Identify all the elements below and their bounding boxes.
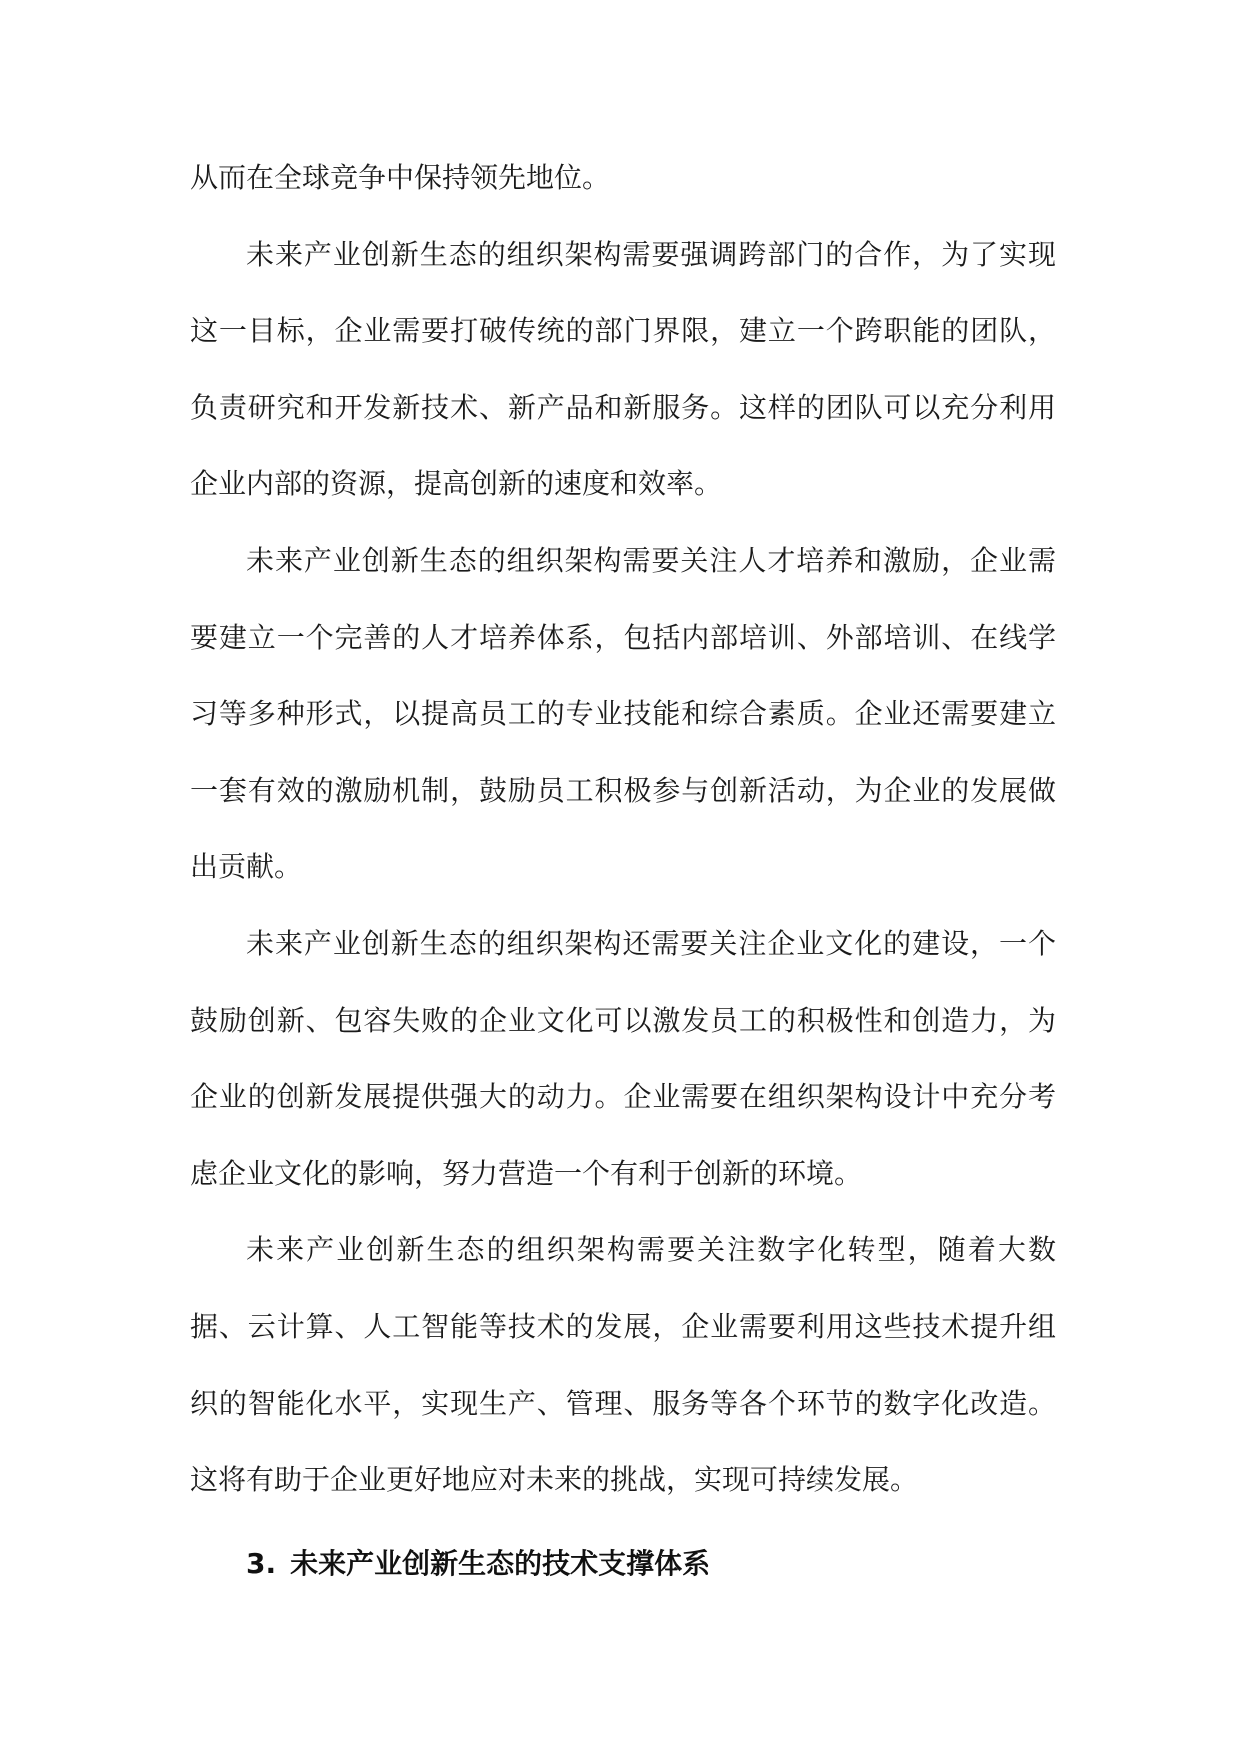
document-body xyxy=(190,140,1056,1519)
paragraph-continuation: 从而在全球竞争中保持领先地位。 xyxy=(190,161,611,194)
section-number: 3. xyxy=(246,1547,277,1580)
paragraph-digital: 未来产业创新生态的组织架构需要关注数字化转型，随着大数据、云计算、人工智能等技术的发展，企业需要利用这些技术提升组织的智能化水平，实现生产、管理、服务等各个环节的数字化改造。这将有助于企业更好地应对未来的挑战，实现可持续发展。 xyxy=(190,1233,1056,1497)
paragraph-culture: 未来产业创新生态的组织架构还需要关注企业文化的建设，一个鼓励创新、包容失败的企业文化可以激发员工的积极性和创造力，为企业的创新发展提供强大的动力。企业需要在组织架构设计中充分考虑企业文化的影响，努力营造一个有利于创新的环境。 xyxy=(190,926,1056,1190)
paragraph-talent: 未来产业创新生态的组织架构需要关注人才培养和激励，企业需要建立一个完善的人才培养体系，包括内部培训、外部培训、在线学习等多种形式，以提高员工的专业技能和综合素质。企业还需要建立一套有效的激励机制，鼓励员工积极参与创新活动，为企业的发展做出贡献。 xyxy=(190,543,1056,884)
paragraph-cross-department: 未来产业创新生态的组织架构需要强调跨部门的合作，为了实现这一目标，企业需要打破传统的部门界限，建立一个跨职能的团队，负责研究和开发新技术、新产品和新服务。这样的团队可以充分利用企业内部的资源，提高创新的速度和效率。 xyxy=(190,237,1056,501)
section-title: 未来产业创新生态的技术支撑体系 xyxy=(290,1547,711,1580)
section-heading xyxy=(246,1544,710,1584)
